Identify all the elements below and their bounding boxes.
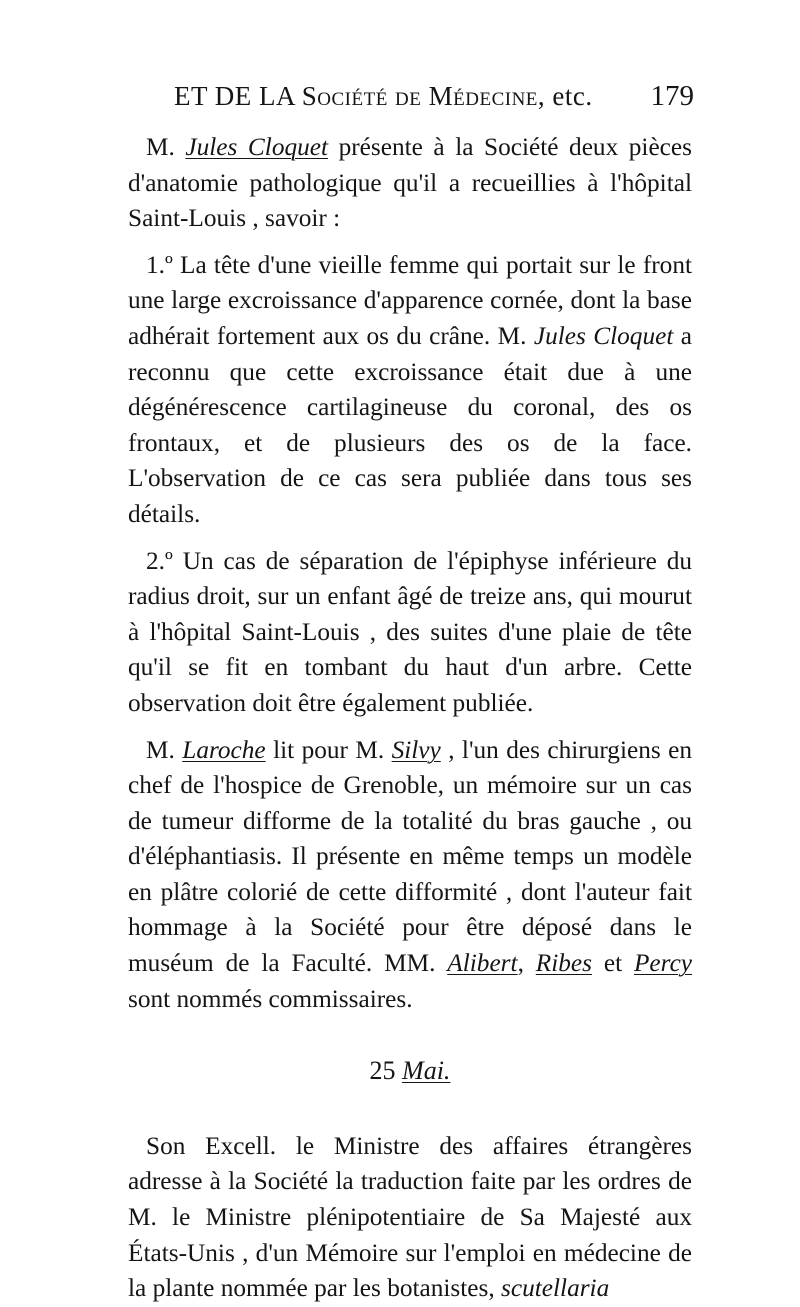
text-run: présente à la Société deux pièces d'anatomie pathologique qu'il a recueillies à l'hôpital Saint-Louis , savoir : bbox=[128, 133, 692, 233]
running-header bbox=[174, 80, 694, 126]
paragraph-item-2: 2.º Un cas de séparation de l'épiphyse inférieure du radius droit, sur un enfant âgé de treize ans, qui mourut à l'hôpital Saint-Louis , des suites d'une plaie de tête qu'il se fit en tombant du haut d'un arbre. Cette observation doit être également publiée. bbox=[128, 546, 692, 717]
text-run: , bbox=[517, 949, 524, 978]
text-run: M. bbox=[146, 133, 175, 161]
person-name: Ribes bbox=[535, 949, 592, 978]
header-part-2: Société de Médecine bbox=[301, 81, 538, 111]
page-number: 179 bbox=[650, 80, 694, 112]
person-name: Silvy bbox=[391, 735, 441, 764]
paragraph-ministre bbox=[128, 1129, 692, 1307]
text-run: lit pour M. bbox=[273, 735, 385, 764]
text-run: M. bbox=[146, 735, 175, 764]
running-title bbox=[174, 81, 593, 112]
paragraph-gap bbox=[128, 237, 692, 248]
text-run: et bbox=[603, 949, 623, 978]
person-name: Jules Cloquet bbox=[533, 321, 674, 350]
date-subheading bbox=[128, 1053, 692, 1089]
date-month: Mai. bbox=[402, 1056, 451, 1086]
person-name: Percy bbox=[633, 949, 693, 978]
paragraph-gap bbox=[128, 722, 692, 733]
paragraph-cloquet-intro bbox=[128, 130, 692, 237]
person-name: Jules Cloquet bbox=[185, 133, 329, 161]
header-part-1: ET DE LA bbox=[174, 81, 295, 111]
text-run: sont nommés commissaires. bbox=[128, 984, 413, 1013]
date-day: 25 bbox=[369, 1056, 396, 1086]
botanical-term: scutellaria bbox=[501, 1274, 610, 1303]
paragraph-laroche bbox=[128, 733, 692, 1018]
text-body bbox=[128, 130, 692, 1307]
text-run: Son Excell. le Ministre des affaires étrangères adresse à la Société la traduction faite par les ordres de M. le Ministre plénipotentiaire de Sa Majesté aux États-Unis , d'un Mémoire sur l'emploi en médecine de la plante nommée par les botanistes, bbox=[128, 1131, 692, 1303]
paragraph-gap bbox=[128, 533, 692, 544]
person-name: Alibert bbox=[447, 949, 518, 978]
paragraph-item-1 bbox=[128, 248, 692, 533]
text-run: 1.º La tête d'une vieille femme qui portait sur le front une large excroissance d'apparence cornée, dont la base adhérait fortement aux os du crâne. M. bbox=[128, 250, 692, 350]
text-run: , l'un des chirurgiens en chef de l'hospice de Grenoble, un mémoire sur un cas de tumeur difforme de la totalité du bras gauche , ou d'éléphantiasis. Il présente en même temps un modèle en plâtre colorié de cette difformité , dont l'auteur fait hommage à la Société pour être déposé dans le muséum de la Faculté. MM. bbox=[128, 735, 692, 978]
header-part-3: , etc. bbox=[537, 81, 593, 111]
text-run: a reconnu que cette excroissance était due à une dégénérescence cartilagineuse du coronal, des os frontaux, et de plusieurs des os de la face. L'observation de ce cas sera publiée dans tous ses détails. bbox=[128, 321, 692, 528]
person-name: Laroche bbox=[182, 735, 266, 764]
